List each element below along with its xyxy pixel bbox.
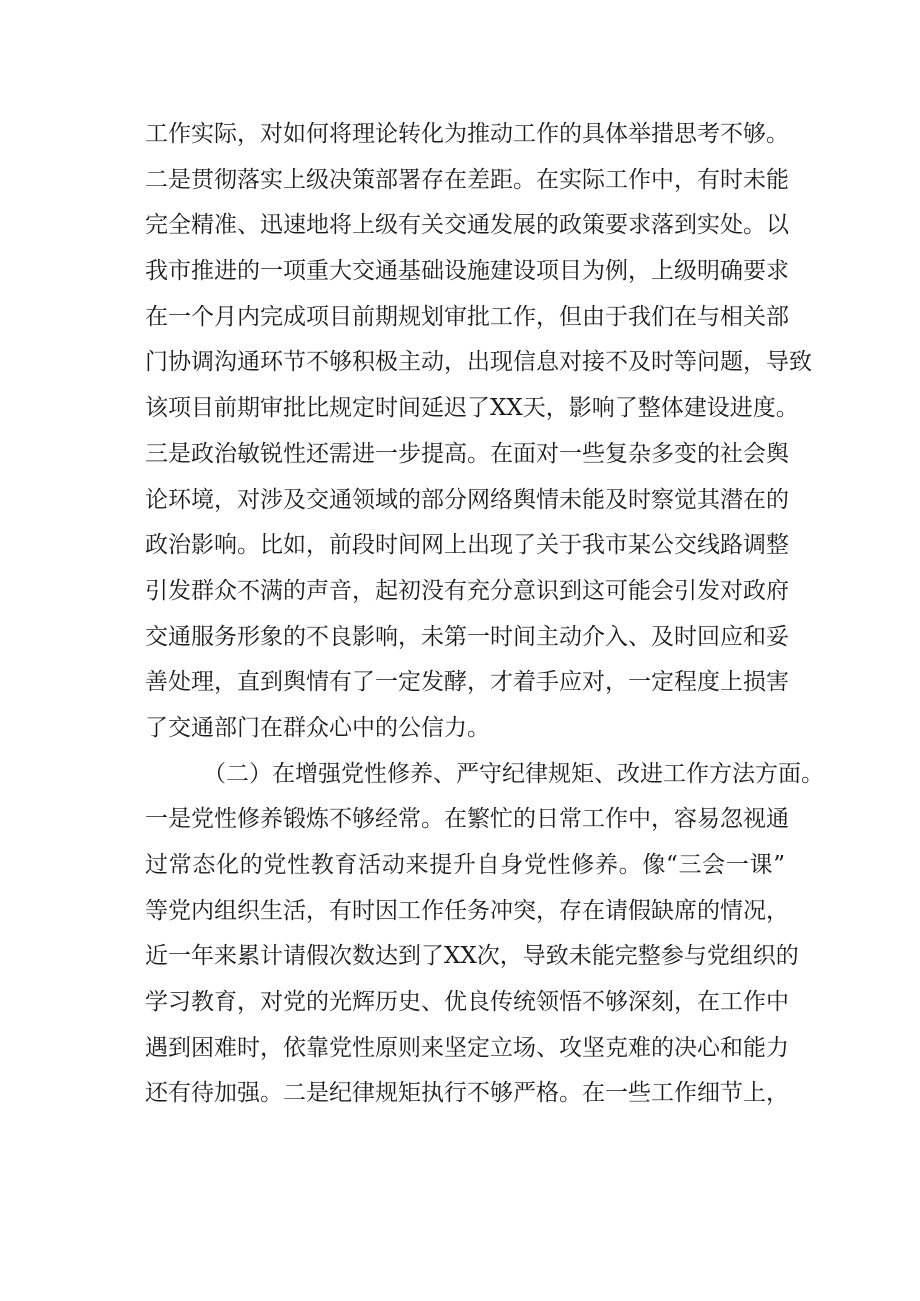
text-line: 了交通部门在群众心中的公信力。 xyxy=(145,714,490,741)
text-line: 学习教育，对党的光辉历史、优良传统领悟不够深刻，在工作中 xyxy=(145,989,789,1016)
text-line: 我市推进的一项重大交通基础设施建设项目为例，上级明确要求 xyxy=(145,258,789,285)
text-line: 完全精准、迅速地将上级有关交通发展的政策要求落到实处。以 xyxy=(145,212,789,239)
text-line: 在一个月内完成项目前期规划审批工作，但由于我们在与相关部 xyxy=(145,303,789,330)
text-line: 论环境，对涉及交通领域的部分网络舆情未能及时察觉其潜在的 xyxy=(145,486,789,513)
section-heading: （二）在增强党性修养、严守纪律规矩、改进工作方法方面。 xyxy=(203,760,824,787)
text-line: 近一年来累计请假次数达到了XX次，导致未能完整参与党组织的 xyxy=(145,943,799,970)
text-line: 交通服务形象的不良影响，未第一时间主动介入、及时回应和妥 xyxy=(145,623,789,650)
text-line: 遇到困难时，依靠党性原则来坚定立场、攻坚克难的决心和能力 xyxy=(145,1034,789,1061)
text-line: 过常态化的党性教育活动来提升自身党性修养。像“三会一课” xyxy=(145,852,785,878)
text-line: 引发群众不满的声音，起初没有充分意识到这可能会引发对政府 xyxy=(145,577,789,604)
text-line: 政治影响。比如，前段时间网上出现了关于我市某公交线路调整 xyxy=(145,532,789,559)
text-line: 门协调沟通环节不够积极主动，出现信息对接不及时等问题，导致 xyxy=(145,349,812,376)
text-line: 善处理，直到舆情有了一定发酵，才着手应对，一定程度上损害 xyxy=(145,669,789,696)
text-line: 一是党性修养锻炼不够经常。在繁忙的日常工作中，容易忽视通 xyxy=(145,806,789,833)
text-line: 二是贯彻落实上级决策部署存在差距。在实际工作中，有时未能 xyxy=(145,166,789,193)
text-line: 等党内组织生活，有时因工作任务冲突，存在请假缺席的情况， xyxy=(145,897,789,924)
text-line: 工作实际，对如何将理论转化为推动工作的具体举措思考不够。 xyxy=(145,121,789,147)
text-line: 该项目前期审批比规定时间延迟了XX天，影响了整体建设进度。 xyxy=(145,395,799,422)
body-text xyxy=(145,112,824,1117)
text-line: 三是政治敏锐性还需进一步提高。在面对一些复杂多变的社会舆 xyxy=(145,440,789,467)
text-line: 还有待加强。二是纪律规矩执行不够严格。在一些工作细节上， xyxy=(145,1080,789,1107)
